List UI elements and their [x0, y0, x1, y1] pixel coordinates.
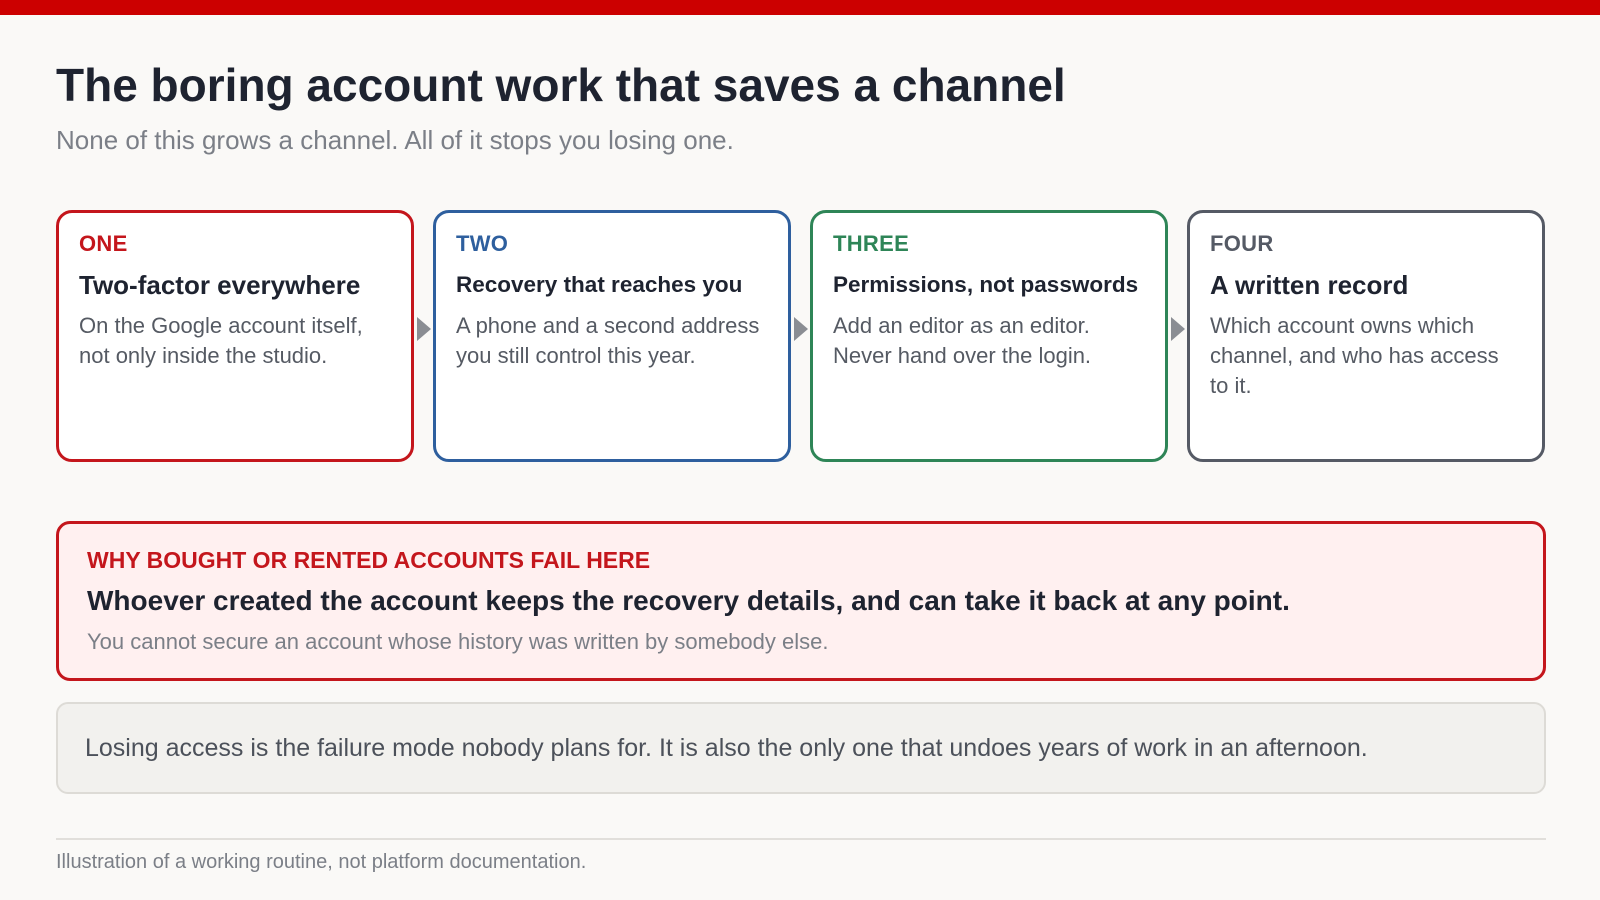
triangle-right-icon: [794, 317, 808, 341]
step-number: TWO: [456, 231, 509, 256]
step-number: THREE: [833, 231, 910, 256]
step-heading: A written record: [1210, 270, 1409, 300]
footer-divider: [56, 838, 1546, 840]
step-number: FOUR: [1210, 231, 1274, 256]
page-title: The boring account work that saves a channel: [56, 59, 1066, 111]
step-card-four: [1187, 210, 1545, 462]
step-body: Which account owns which channel, and who has access to it.: [1210, 313, 1499, 398]
step-body: On the Google account itself, not only inside the studio.: [79, 313, 363, 368]
step-heading: Two-factor everywhere: [79, 270, 361, 300]
triangle-right-icon: [1171, 317, 1185, 341]
warning-callout: [56, 521, 1546, 681]
step-body: Add an editor as an editor. Never hand over the login.: [833, 313, 1092, 368]
step-card-three: [810, 210, 1168, 462]
step-body: A phone and a second address you still control this year.: [456, 313, 760, 368]
warning-kicker: WHY BOUGHT OR RENTED ACCOUNTS FAIL HERE: [87, 547, 651, 573]
step-card-two: [433, 210, 791, 462]
warning-body: You cannot secure an account whose history was written by somebody else.: [87, 629, 829, 654]
step-number: ONE: [79, 231, 128, 256]
warning-heading: Whoever created the account keeps the recovery details, and can take it back at any point.: [87, 585, 1290, 616]
step-heading: Permissions, not passwords: [833, 272, 1139, 297]
summary-note: Losing access is the failure mode nobody plans for. It is also the only one that undoes years of work in an afternoon.: [56, 702, 1546, 794]
step-heading: Recovery that reaches you: [456, 272, 743, 297]
steps-row: [56, 210, 1546, 462]
triangle-right-icon: [417, 317, 431, 341]
slide: [56, 0, 1546, 900]
page-subtitle: None of this grows a channel. All of it stops you losing one.: [56, 125, 734, 155]
step-card-one: [56, 210, 414, 462]
footnote: Illustration of a working routine, not platform documentation.: [56, 851, 587, 873]
